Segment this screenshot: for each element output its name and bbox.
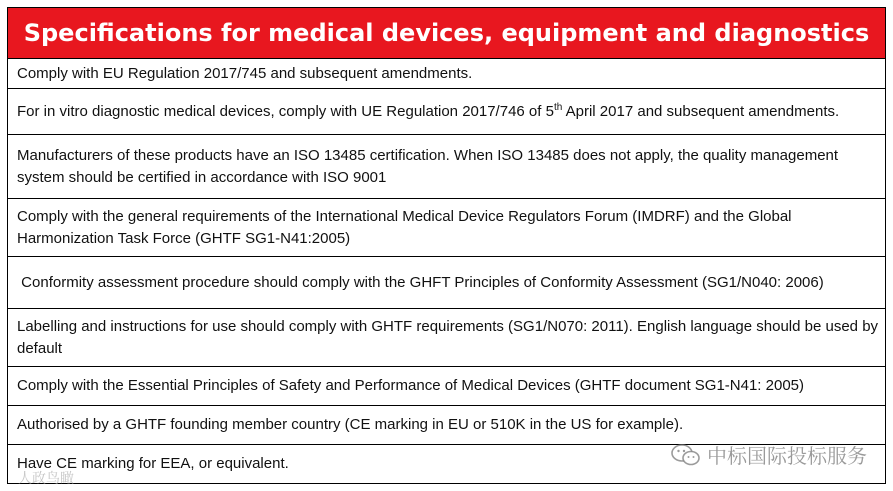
watermark: [671, 440, 867, 469]
table-row: [8, 257, 885, 309]
table-row: [8, 309, 885, 367]
table-row: [8, 59, 885, 89]
row-text: For in vitro diagnostic medical devices, comply with UE Regulation 2017/746 of 5th April 2017 and subsequent amendments.: [17, 101, 840, 120]
table-row: [8, 135, 885, 199]
row-text: Manufacturers of these products have an ISO 13485 certification. When ISO 13485 does not apply, the quality management system should be certified in accordance with ISO 9001: [17, 146, 839, 186]
row-text: Conformity assessment procedure should comply with the GHFT Principles of Conformity Assessment (SG1/N040: 2006): [17, 273, 824, 291]
watermark-text: 中标国际投标服务: [707, 444, 867, 468]
row-text: Have CE marking for EEA, or equivalent.: [17, 455, 289, 472]
row-text: Labelling and instructions for use should comply with GHTF requirements (SG1/N070: 2011). English language should be used by default: [17, 317, 879, 357]
row-text: Comply with the general requirements of the International Medical Device Regulators Forum (IMDRF) and the Global Harmonization Task Force (GHTF SG1-N41:2005): [17, 207, 792, 247]
table-row: [8, 199, 885, 257]
table-row: [8, 367, 885, 406]
row-text: Comply with the Essential Principles of Safety and Performance of Medical Devices (GHTF document SG1-N41: 2005): [17, 377, 805, 394]
watermark-left: 人政鸟瞰: [18, 471, 74, 487]
row-text: Comply with EU Regulation 2017/745 and subsequent amendments.: [17, 64, 473, 82]
specifications-table: [7, 7, 886, 484]
row-text: Authorised by a GHTF founding member country (CE marking in EU or 510K in the US for example).: [17, 416, 684, 433]
table-title: Specifications for medical devices, equipment and diagnostics: [8, 8, 885, 59]
wechat-icon: [671, 443, 701, 467]
table-row: [8, 89, 885, 135]
